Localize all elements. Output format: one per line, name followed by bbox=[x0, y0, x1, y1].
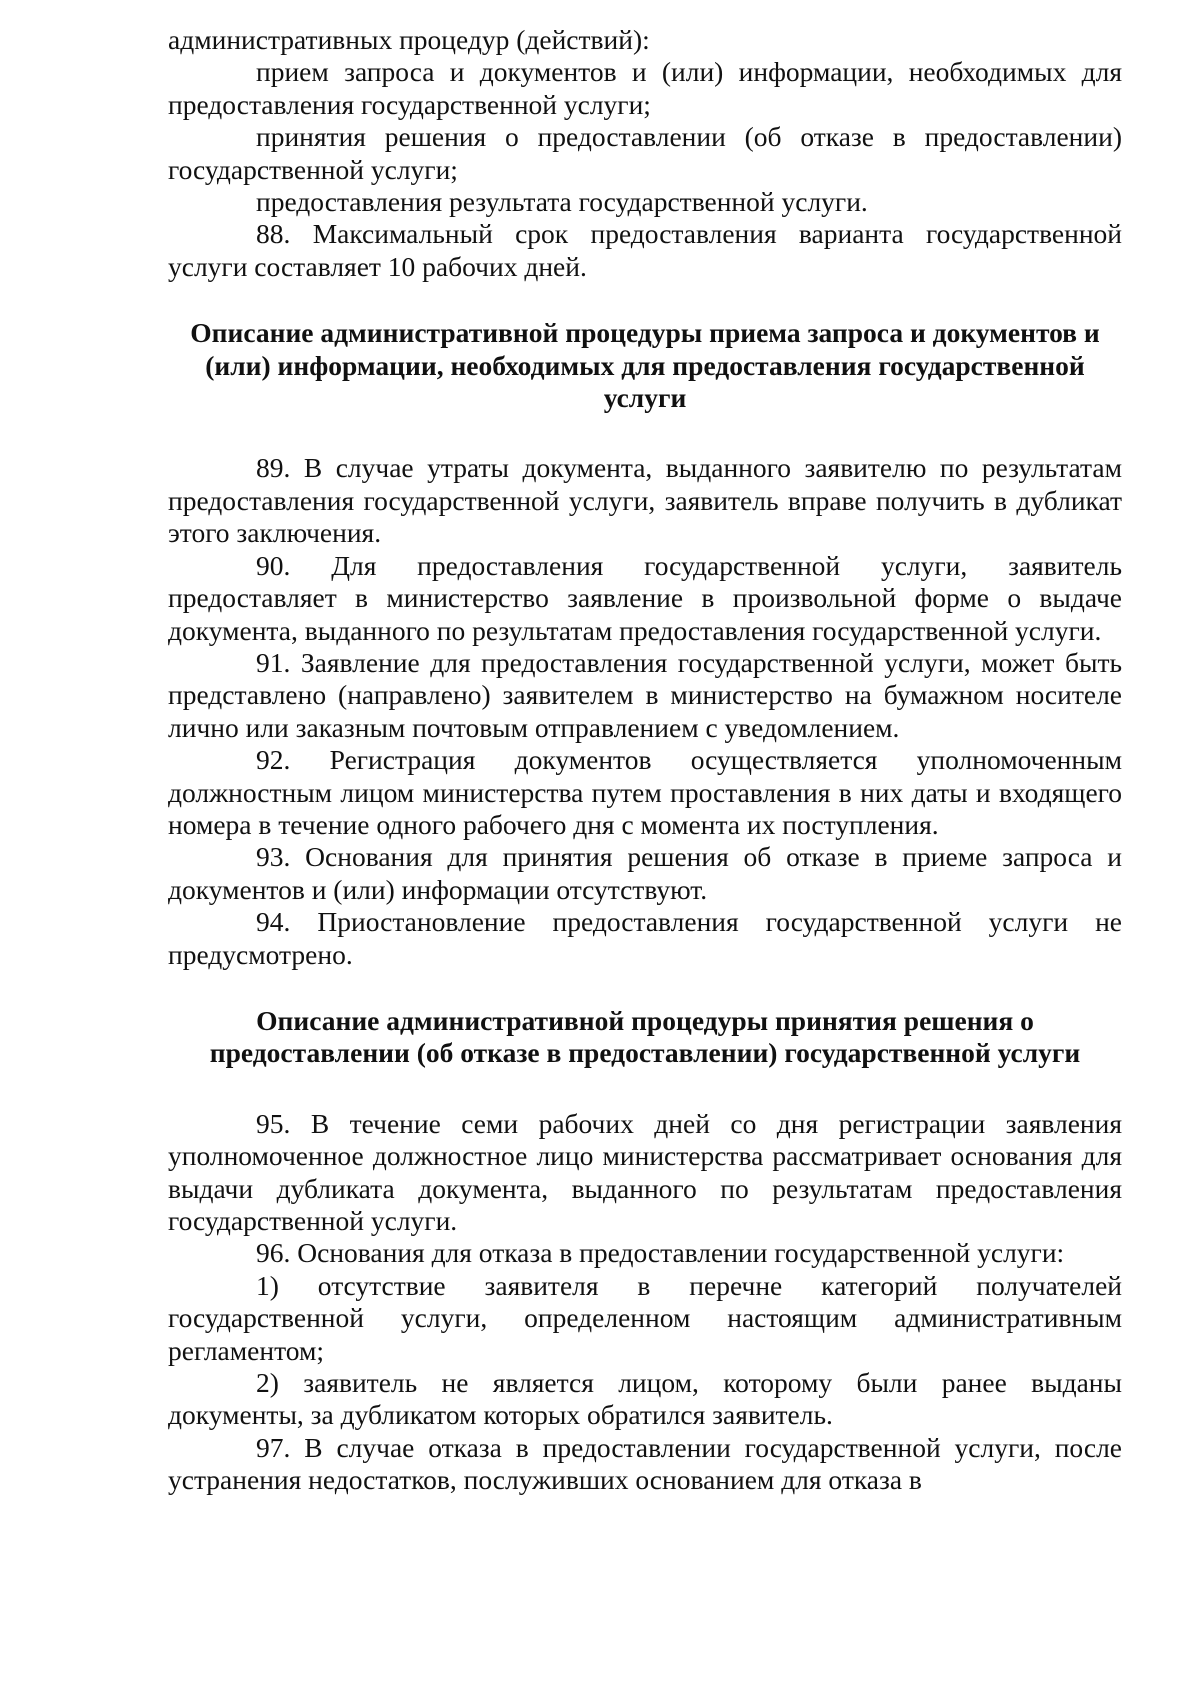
paragraph-92: 92. Регистрация документов осуществляется уполномоченным должностным лицом министерства путем проставления в них даты и входящего номера в течение одного рабочего дня с момента их поступления. bbox=[168, 744, 1122, 840]
paragraph-89: 89. В случае утраты документа, выданного заявителю по результатам предоставления государственной услуги, заявитель вправе получить в дубликат этого заключения. bbox=[168, 452, 1122, 549]
paragraph-90: 90. Для предоставления государственной услуги, заявитель предоставляет в министерство заявление в произвольной форме о выдаче документа, выданного по результатам предоставления государственной услуги. bbox=[168, 549, 1122, 646]
intro-list-item: предоставления результата государственной услуги. bbox=[256, 186, 868, 218]
paragraph-91: 91. Заявление для предоставления государственной услуги, может быть представлено (направлено) заявителем в министерство на бумажном носителе лично или заказным почтовым отправлением с уведомлением. bbox=[168, 646, 1122, 743]
paragraph-95: 95. В течение семи рабочих дней со дня регистрации заявления уполномоченное должностное лицо министерства рассматривает основания для выдачи дубликата документа, выданного по результатам предоставления государственной услуги. bbox=[168, 1107, 1122, 1236]
refusal-reason-2: 2) заявитель не является лицом, которому были ранее выданы документы, за дубликатом которых обратился заявитель. bbox=[168, 1367, 1122, 1431]
paragraph-96: 96. Основания для отказа в предоставлении государственной услуги: bbox=[256, 1237, 1065, 1269]
intro-list-item: принятия решения о предоставлении (об отказе в предоставлении) государственной услуги; bbox=[168, 121, 1122, 185]
section-heading-reception: Описание административной процедуры приема запроса и документов и (или) информации, необходимых для предоставления государственной услуги bbox=[190, 317, 1100, 414]
refusal-reason-1: 1) отсутствие заявителя в перечне категорий получателей государственной услуги, определенном настоящим административным регламентом; bbox=[168, 1269, 1122, 1366]
paragraph-88: 88. Максимальный срок предоставления варианта государственной услуги составляет 10 рабочих дней. bbox=[168, 218, 1122, 282]
intro-list-item: прием запроса и документов и (или) информации, необходимых для предоставления государственной услуги; bbox=[168, 56, 1122, 120]
paragraph-97: 97. В случае отказа в предоставлении государственной услуги, после устранения недостатков, послуживших основанием для отказа в bbox=[168, 1431, 1122, 1496]
paragraph-93: 93. Основания для принятия решения об отказе в приеме запроса и документов и (или) информации отсутствуют. bbox=[168, 841, 1122, 905]
section-heading-decision: Описание административной процедуры принятия решения о предоставлении (об отказе в предоставлении) государственной услуги bbox=[209, 1004, 1081, 1069]
lead-in-text: административных процедур (действий): bbox=[168, 24, 650, 55]
paragraph-94: 94. Приостановление предоставления государственной услуги не предусмотрено. bbox=[168, 906, 1122, 970]
document-page bbox=[168, 24, 1122, 1497]
